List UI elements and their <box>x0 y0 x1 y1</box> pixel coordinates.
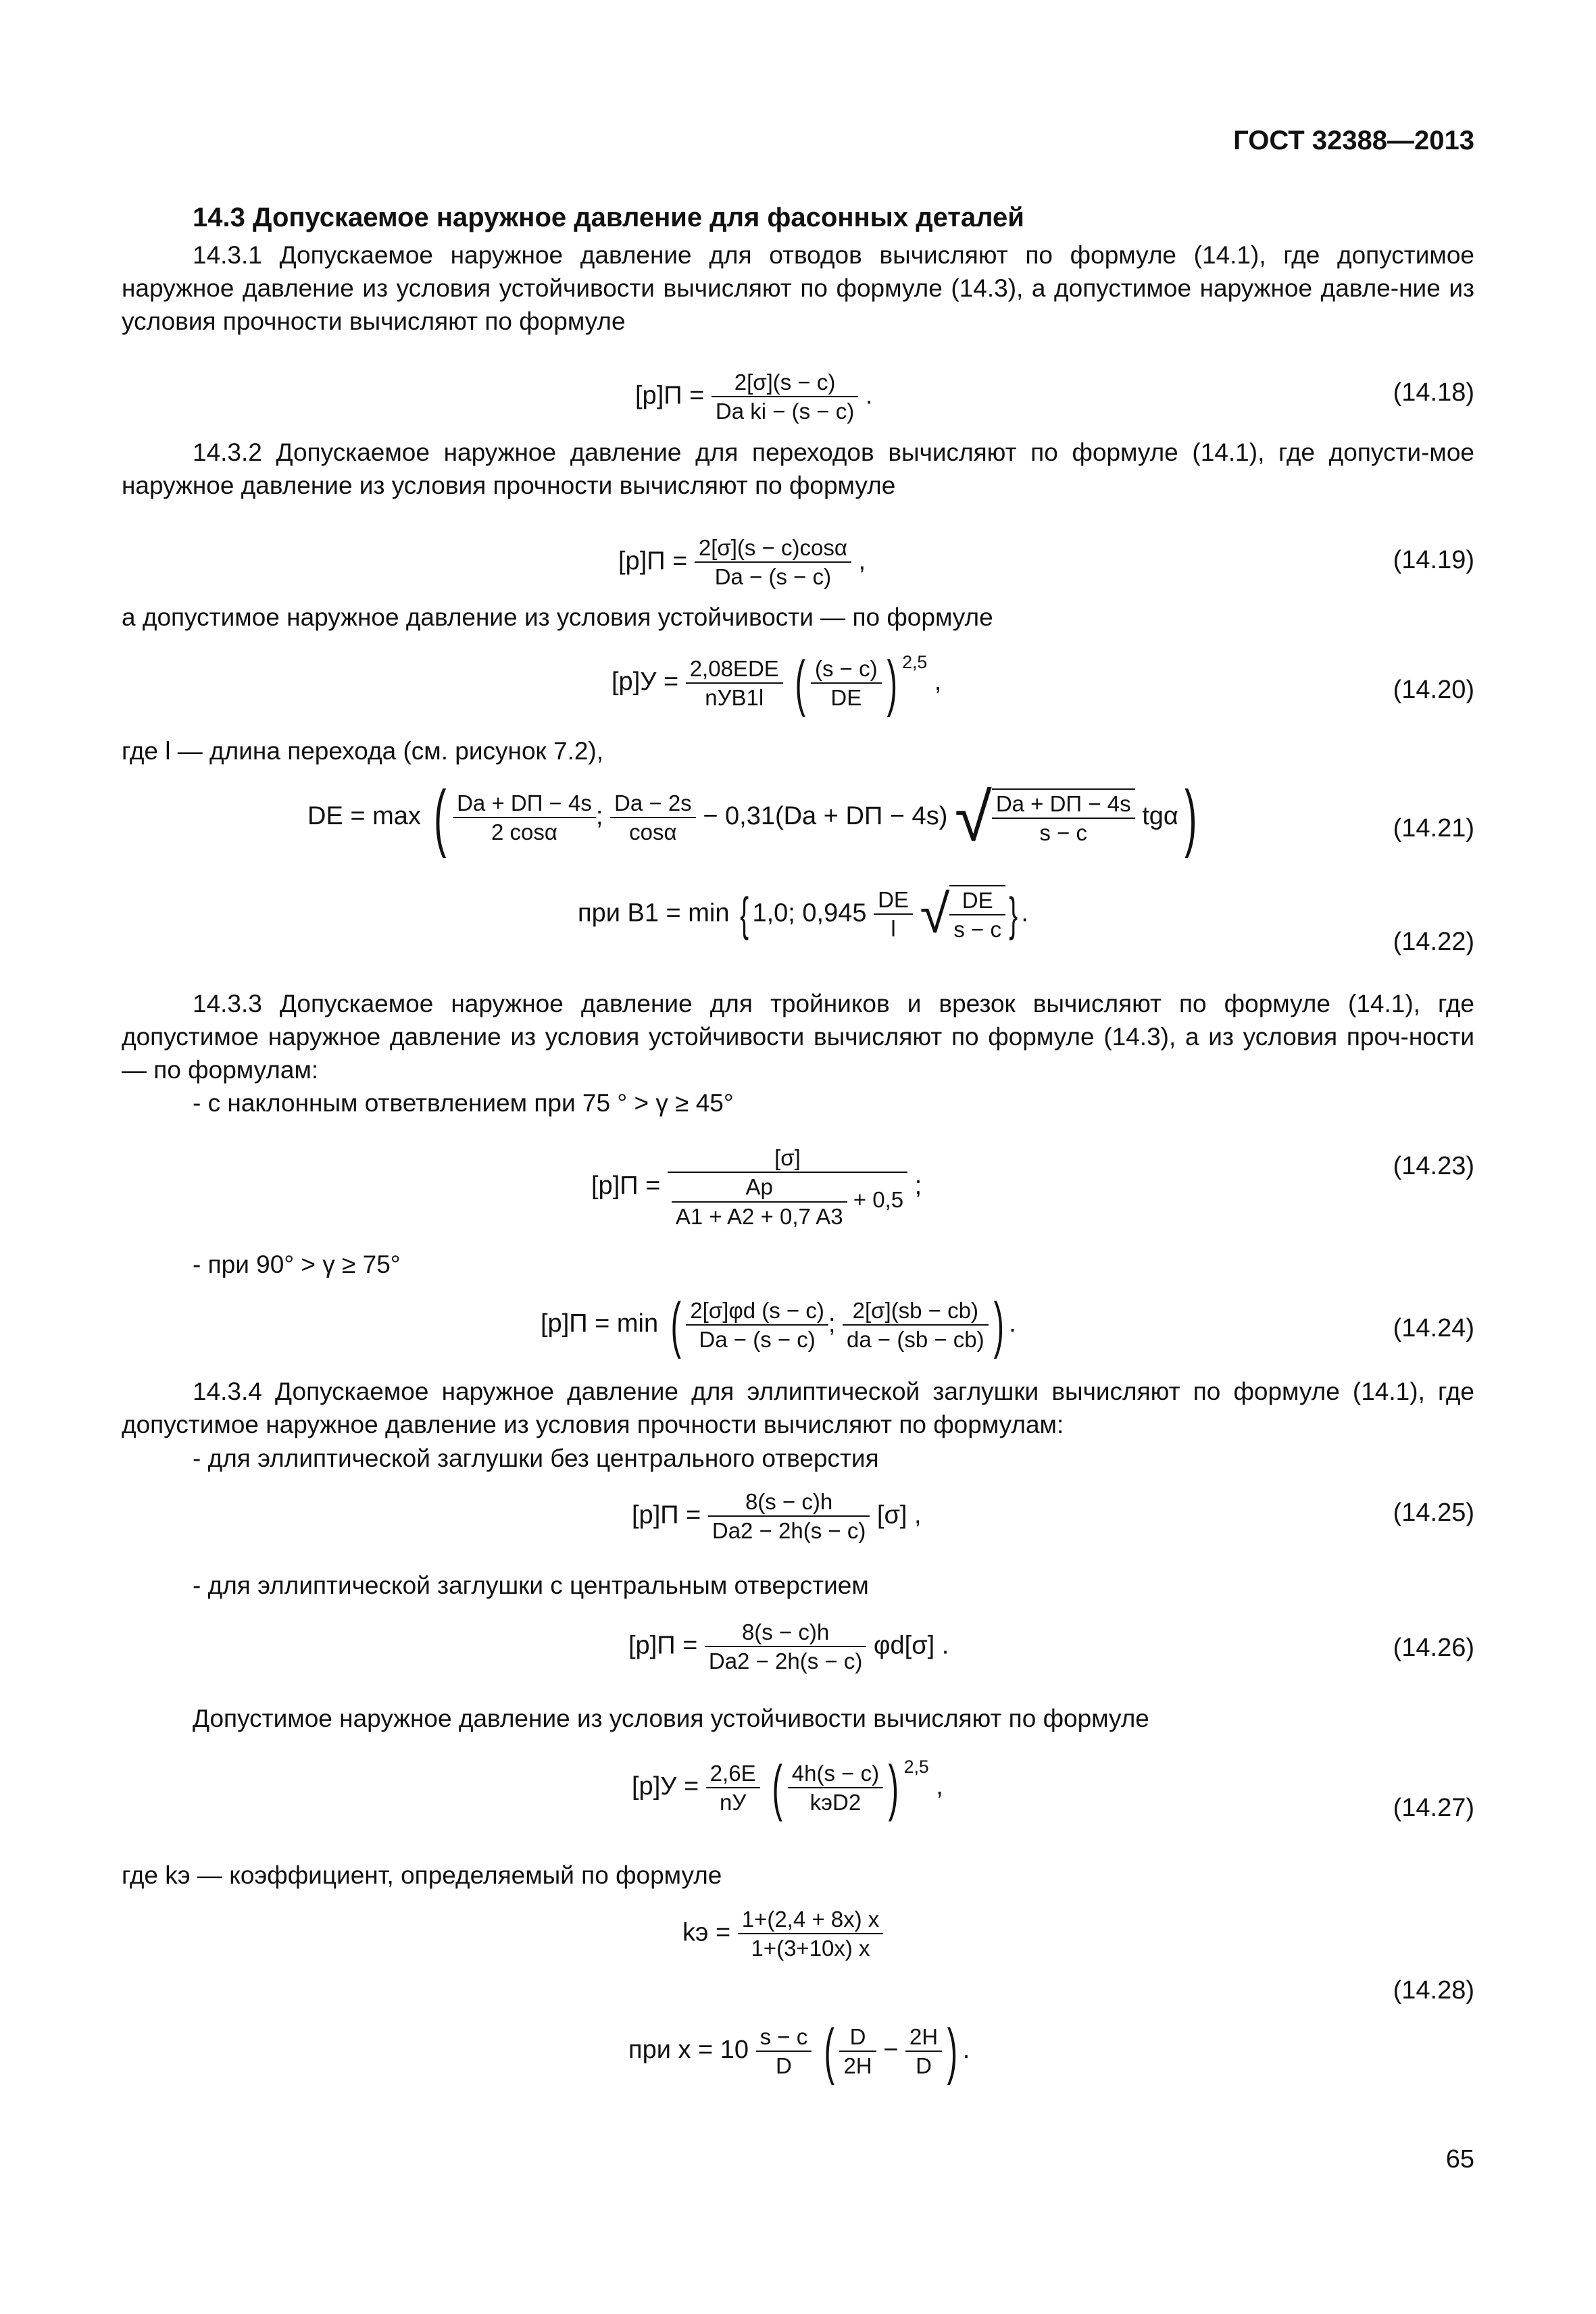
eq-fraction-2 <box>839 2023 876 2080</box>
fraction-denominator: nУB1l <box>705 685 764 710</box>
fraction-numerator: 2,6E <box>706 1759 760 1788</box>
eq-tail: ; <box>914 1171 922 1200</box>
fraction-numerator: 2H <box>905 2023 942 2052</box>
eq-fraction-1 <box>453 789 596 847</box>
fraction-denominator: Da − (s − c) <box>714 564 832 590</box>
equation-14-21 <box>307 776 1203 859</box>
left-paren: ( <box>434 776 447 859</box>
fraction-denominator <box>668 1173 907 1230</box>
paragraph-14-3-1: 14.3.1 Допускаемое наружное давление для отводов вычисляют по формуле (14.1), где допустимое наружное давление из условия устойчивости вычисляют по формуле (14.3), а допустимое наружное давле-ние из условия прочности вычисляют по формуле <box>122 241 1474 335</box>
page-number: 65 <box>1445 2145 1474 2173</box>
left-paren: ( <box>670 1290 681 1359</box>
eq-lhs: при x = 10 <box>628 2036 749 2065</box>
fraction-numerator: (s − c) <box>811 655 882 684</box>
eq-fraction-1 <box>686 655 783 712</box>
equation-number: (14.27) <box>1393 1794 1474 1822</box>
eq-fraction <box>708 1488 870 1545</box>
paragraph-14-3-3: 14.3.3 Допускаемое наружное давление для тройников и врезок вычисляют по формуле (14.1), где допустимое наружное давление из условия устойчивости вычисляют по формуле (14.3), а из условия проч-ности — по формулам: <box>122 990 1474 1084</box>
eq-fraction-3 <box>992 790 1135 847</box>
eq-fraction-1 <box>756 2023 812 2080</box>
equation-14-22 <box>578 885 1028 944</box>
sqrt-sign: √ <box>920 884 950 945</box>
eq-lhs: [p]У = <box>632 1772 699 1801</box>
equation-number: (14.20) <box>1393 676 1474 704</box>
paragraph-14-3-4: 14.3.4 Допускаемое наружное давление для эллиптической заглушки вычисляют по формуле (14.1), где допустимое наружное давление из условия прочности вычисляют по формулам: <box>122 1378 1474 1438</box>
right-paren: ) <box>993 1290 1004 1359</box>
eq-fraction-1 <box>686 1297 828 1354</box>
fraction-numerator: [σ] <box>668 1144 907 1173</box>
paragraph-ellipse-no-hole: - для эллиптической заглушки без центрального отверстия <box>193 1444 879 1472</box>
fraction-denominator: DE <box>830 685 862 710</box>
fraction-numerator: 8(s − c)h <box>705 1618 866 1647</box>
fraction-numerator: 2[σ]φd (s − c) <box>686 1297 828 1326</box>
paragraph-where-l: где l — длина перехода (см. рисунок 7.2), <box>122 737 604 765</box>
left-paren: ( <box>824 2017 834 2086</box>
equation-number: (14.28) <box>1393 1976 1474 2005</box>
paragraph-where-k: где kэ — коэффициент, определяемый по формуле <box>122 1861 722 1889</box>
fraction-denominator: D <box>916 2053 932 2078</box>
eq-lhs: [p]П = min <box>541 1309 659 1338</box>
paragraph-straight-branch: - при 90° > γ ≥ 75° <box>193 1251 401 1278</box>
eq-fraction-3 <box>905 2023 942 2080</box>
inner-fraction <box>672 1173 847 1230</box>
eq-fraction <box>668 1144 907 1230</box>
eq-tail: . <box>1009 1309 1016 1338</box>
paragraph-ellipse-with-hole: - для эллиптической заглушки с центральным отверстием <box>193 1571 869 1599</box>
fraction-numerator: 8(s − c)h <box>708 1488 870 1517</box>
fraction-denominator: D <box>776 2053 792 2078</box>
equation-14-28-k <box>682 1905 883 1963</box>
eq-tail: tgα <box>1142 802 1178 831</box>
equation-number: (14.25) <box>1393 1499 1474 1527</box>
separator: ; <box>595 802 603 831</box>
equation-14-18 <box>635 368 872 426</box>
fraction-numerator: s − c <box>756 2023 812 2052</box>
sqrt-body <box>949 885 1005 944</box>
eq-fraction-2 <box>811 655 882 712</box>
equation-14-19 <box>618 534 866 591</box>
paragraph-stability-formula: Допустимое наружное давление из условия устойчивости вычисляют по формуле <box>193 1705 1149 1732</box>
fraction-denominator: Da − (s − c) <box>699 1327 816 1352</box>
paragraph-stability-intro: а допустимое наружное давление из условия устойчивости — по формуле <box>122 603 993 631</box>
fraction-denominator: Da2 − 2h(s − c) <box>712 1518 866 1544</box>
sqrt-body <box>992 788 1135 847</box>
fraction-denominator: da − (sb − cb) <box>847 1327 984 1352</box>
eq-middle-term: − 0,31(Da + DП − 4s) <box>703 802 948 831</box>
fraction-numerator: DE <box>949 886 1005 915</box>
left-paren: ( <box>795 649 806 718</box>
fraction-numerator: 2[σ](s − c) <box>712 368 858 397</box>
eq-fraction <box>695 534 851 591</box>
exponent: 2,5 <box>902 652 928 673</box>
sqrt-sign: √ <box>954 780 992 855</box>
eq-lhs: kэ = <box>682 1918 731 1947</box>
fraction-numerator: 1+(2,4 + 8x) x <box>738 1905 884 1934</box>
fraction-denominator: cosα <box>629 820 677 845</box>
eq-fraction <box>712 368 858 426</box>
eq-constants: 1,0; 0,945 <box>752 899 867 928</box>
paragraph-inclined-branch: - с наклонным ответвлением при 75 ° > γ ≥ 45° <box>193 1089 734 1117</box>
eq-tail: [σ] , <box>876 1501 922 1530</box>
eq-lhs: [p]П = <box>591 1171 661 1200</box>
equation-14-24 <box>541 1290 1016 1359</box>
eq-lhs: при B1 = min <box>578 899 730 928</box>
eq-lhs: [p]П = <box>628 1631 698 1660</box>
eq-lhs: [p]П = <box>632 1501 701 1530</box>
eq-fraction <box>738 1905 884 1963</box>
equation-number: (14.18) <box>1393 378 1474 407</box>
fraction-denominator: l <box>891 916 896 942</box>
left-paren: ( <box>772 1753 783 1822</box>
eq-fraction-2 <box>788 1759 883 1817</box>
fraction-numerator: 2[σ](sb − cb) <box>843 1297 989 1326</box>
fraction-numerator: Da + DП − 4s <box>453 789 596 818</box>
fraction-denominator: s − c <box>953 917 1001 942</box>
right-paren: ) <box>947 2017 958 2086</box>
eq-fraction-1 <box>874 886 913 943</box>
equation-14-25 <box>632 1488 922 1545</box>
eq-lhs: [p]У = <box>612 668 679 697</box>
eq-tail: φd[σ] . <box>873 1631 949 1660</box>
right-paren: ) <box>888 1753 899 1822</box>
fraction-numerator: Da − 2s <box>610 789 696 818</box>
eq-lhs: [p]П = <box>618 547 688 576</box>
fraction-denominator: nУ <box>719 1790 747 1815</box>
eq-fraction-1 <box>706 1759 760 1817</box>
exponent: 2,5 <box>903 1757 929 1778</box>
document-standard-header: ГОСТ 32388—2013 <box>1233 126 1474 155</box>
fraction-denominator: 2 cosα <box>491 820 557 845</box>
fraction-denominator: s − c <box>1039 820 1088 845</box>
eq-lhs: DE = max <box>307 802 421 831</box>
fraction-denominator: A1 + A2 + 0,7 A3 <box>675 1203 843 1229</box>
equation-number: (14.22) <box>1393 928 1474 956</box>
eq-tail: , <box>936 1772 943 1801</box>
eq-tail: , <box>934 668 942 697</box>
equation-14-20 <box>612 649 942 718</box>
right-paren: ) <box>887 649 897 718</box>
fraction-numerator: D <box>839 2023 876 2052</box>
paragraph-14-3-2: 14.3.2 Допускаемое наружное давление для переходов вычисляют по формуле (14.1), где допусти-мое наружное давление из условия прочности вычисляют по формуле <box>122 438 1474 499</box>
fraction-numerator: 2,08EDE <box>686 655 783 684</box>
eq-tail: . <box>962 2036 970 2065</box>
equation-number: (14.19) <box>1393 546 1474 574</box>
eq-tail: . <box>865 381 873 410</box>
left-brace: { <box>740 888 749 941</box>
fraction-numerator: DE <box>874 886 913 915</box>
eq-tail: , <box>858 547 866 576</box>
equation-number: (14.21) <box>1393 814 1474 842</box>
eq-fraction-2 <box>949 886 1005 944</box>
eq-lhs: [p]П = <box>635 381 705 410</box>
eq-fraction-2 <box>610 789 696 847</box>
fraction-denominator: 2H <box>843 2053 872 2078</box>
fraction-numerator: Da + DП − 4s <box>992 790 1135 819</box>
fraction-denominator: 1+(3+10x) x <box>751 1936 870 1961</box>
separator: ; <box>828 1309 836 1338</box>
right-paren: ) <box>1184 776 1197 859</box>
equation-number: (14.24) <box>1393 1314 1474 1342</box>
fraction-denominator: kэD2 <box>809 1790 862 1815</box>
fraction-numerator: 4h(s − c) <box>788 1759 883 1788</box>
equation-14-26 <box>628 1618 949 1676</box>
equation-number: (14.26) <box>1393 1634 1474 1662</box>
eq-plus-term: + 0,5 <box>853 1187 904 1213</box>
right-brace: } <box>1009 888 1018 941</box>
fraction-denominator: Da ki − (s − c) <box>715 399 855 424</box>
eq-fraction-2 <box>843 1297 989 1354</box>
equation-number: (14.23) <box>1393 1152 1474 1180</box>
equation-14-23 <box>591 1144 922 1230</box>
eq-tail: . <box>1021 899 1028 928</box>
eq-fraction <box>705 1618 866 1676</box>
fraction-denominator: Da2 − 2h(s − c) <box>708 1649 863 1674</box>
fraction-numerator: 2[σ](s − c)cosα <box>695 534 851 563</box>
fraction-numerator: Ap <box>672 1173 847 1202</box>
equation-14-27 <box>632 1753 943 1822</box>
section-title: 14.3 Допускаемое наружное давление для фасонных деталей <box>193 203 1024 232</box>
equation-14-28-x: при x = 10 $\frac{s - c}{D}$ ( $\frac{D}{2H}$ − $\frac{2H}{D}$ ) . <box>628 2017 970 2086</box>
